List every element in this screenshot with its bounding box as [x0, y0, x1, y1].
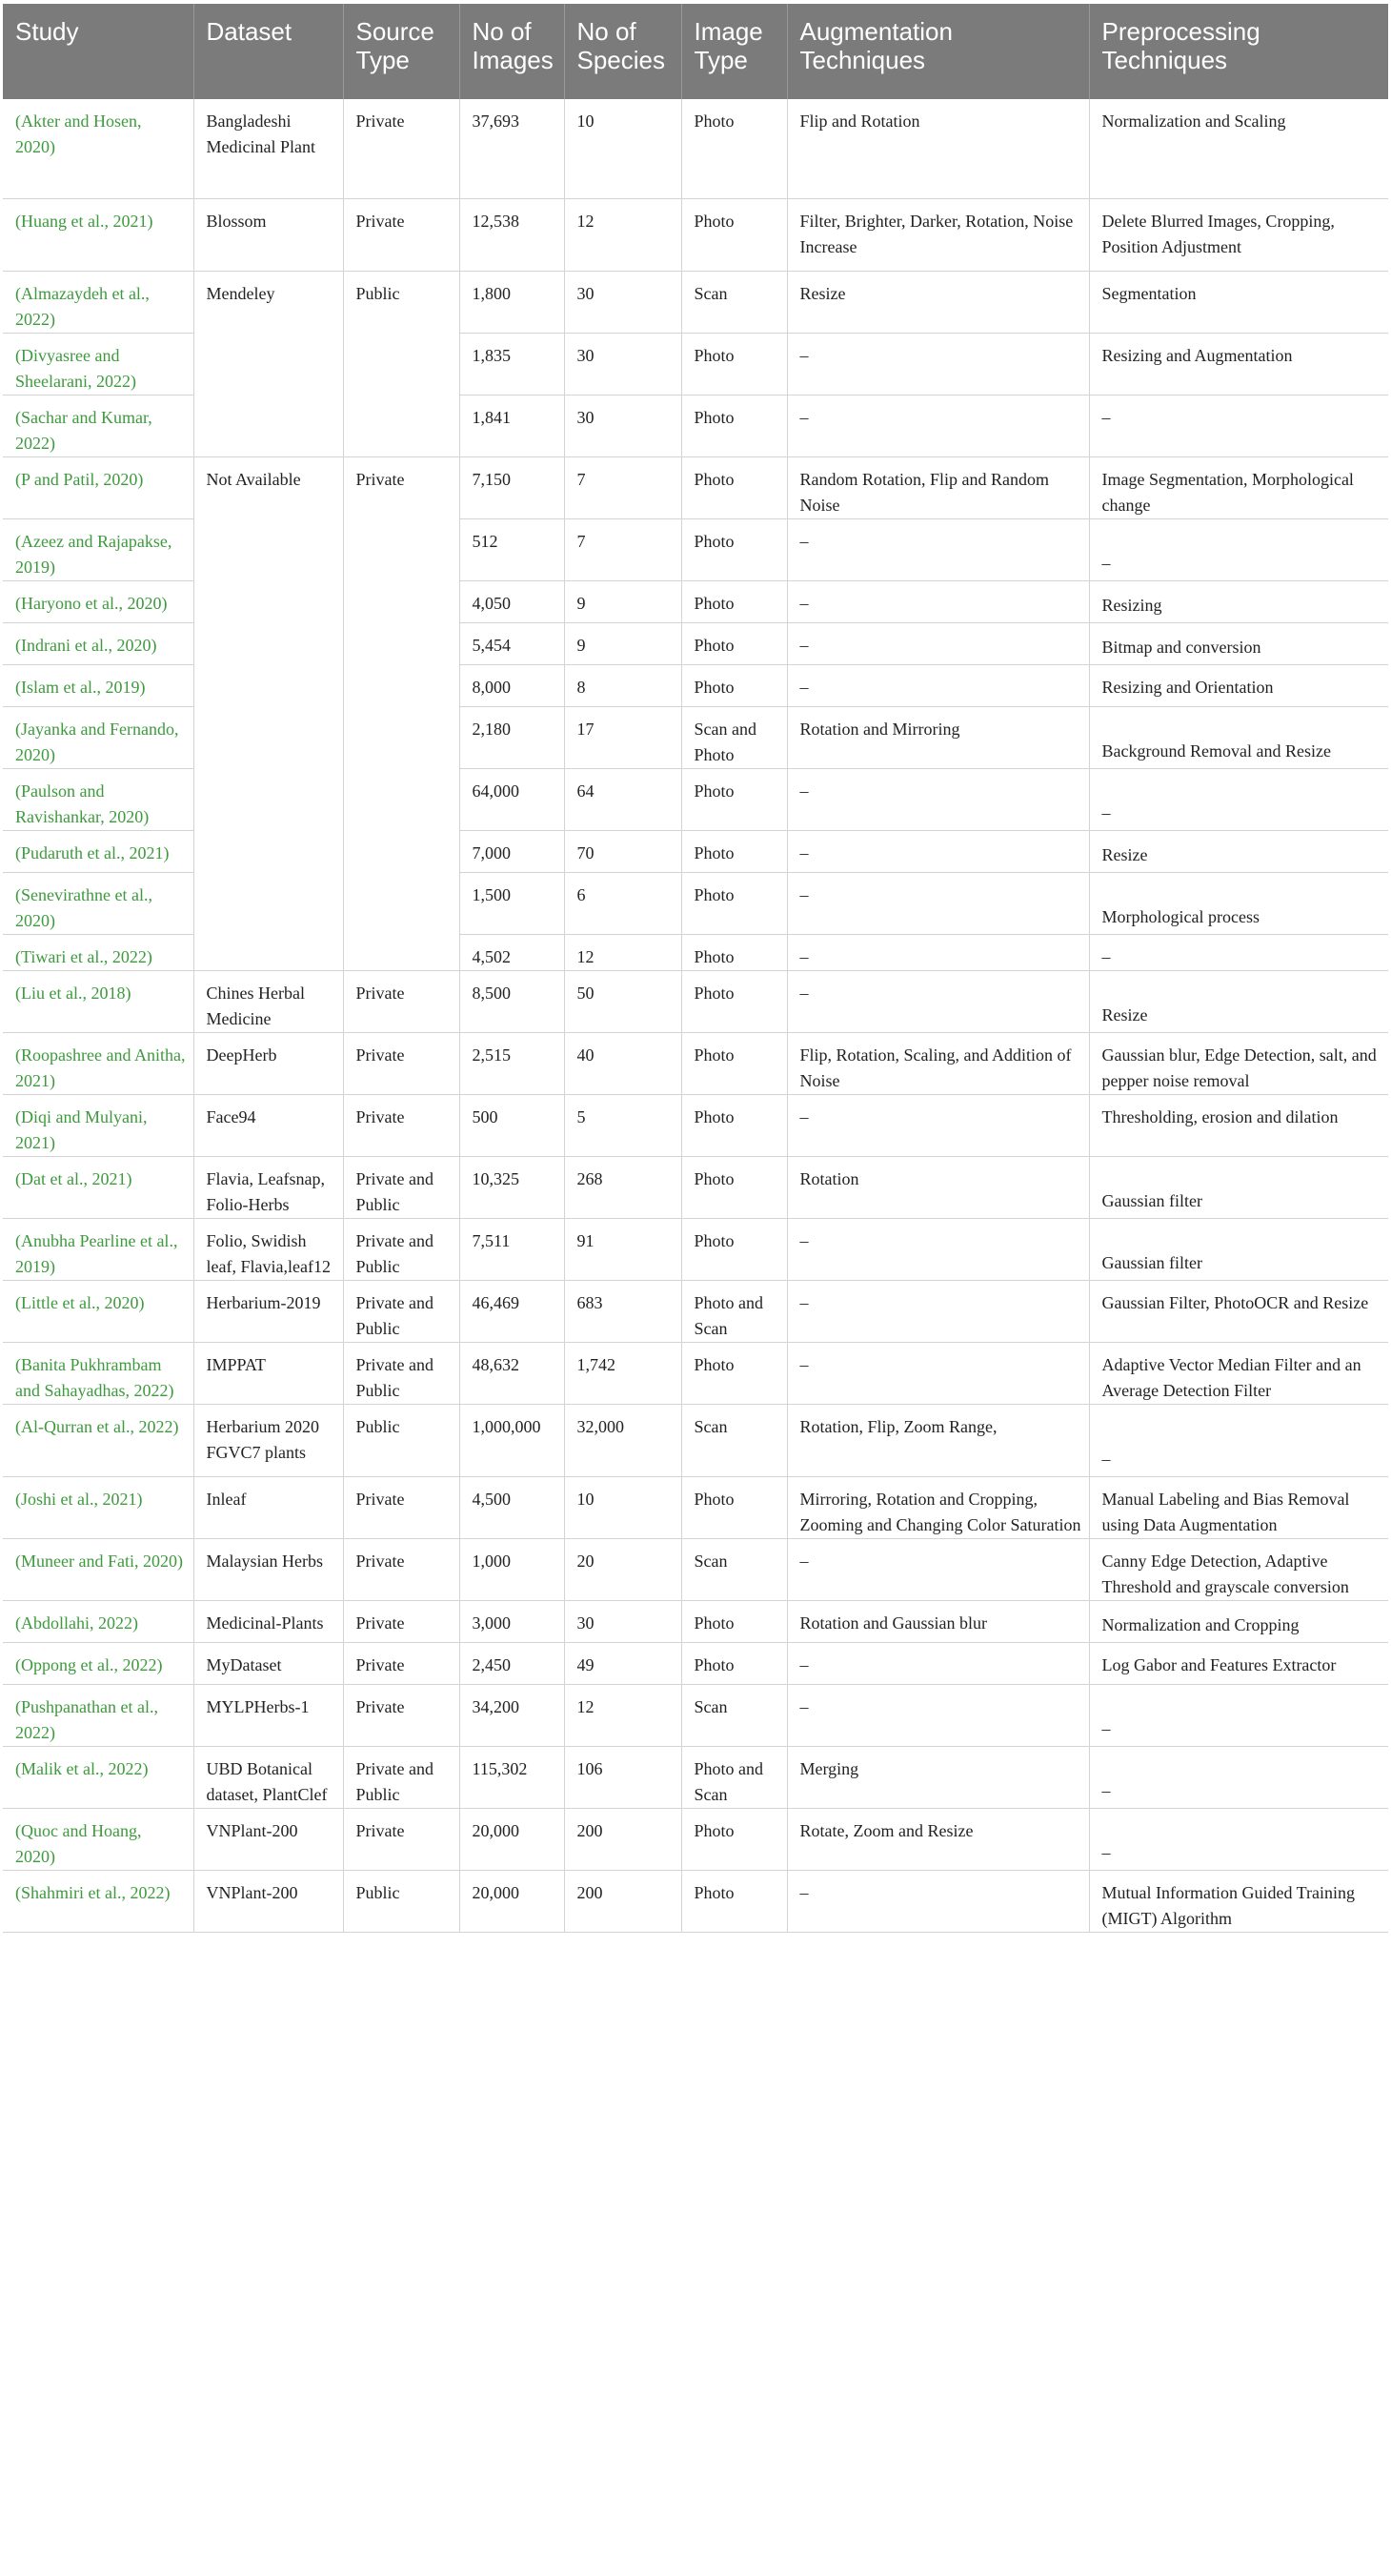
preprocessing-cell: Gaussian Filter, PhotoOCR and Resize	[1089, 1280, 1388, 1342]
images-cell: 48,632	[459, 1342, 564, 1404]
image-type-cell: Photo and Scan	[681, 1746, 787, 1808]
preprocessing-cell: Mutual Information Guided Training (MIGT) Algorithm	[1089, 1870, 1388, 1932]
preprocessing-cell: –	[1089, 395, 1388, 456]
table-row	[3, 970, 1388, 1032]
table-row	[3, 1684, 1388, 1746]
images-cell: 12,538	[459, 198, 564, 271]
augmentation-cell: –	[787, 1870, 1089, 1932]
source-type-cell: Public	[343, 1870, 459, 1932]
preprocessing-cell: Adaptive Vector Median Filter and an Average Detection Filter	[1089, 1342, 1388, 1404]
images-cell: 4,050	[459, 580, 564, 622]
images-cell: 34,200	[459, 1684, 564, 1746]
species-cell: 12	[564, 1684, 681, 1746]
image-type-cell: Photo	[681, 768, 787, 830]
table-row	[3, 1600, 1388, 1642]
preprocessing-cell: Morphological process	[1089, 872, 1388, 934]
preprocessing-cell: Log Gabor and Features Extractor	[1089, 1642, 1388, 1684]
images-cell: 10,325	[459, 1156, 564, 1218]
header-source-type: Source Type	[343, 4, 459, 99]
table-row	[3, 1156, 1388, 1218]
table-row	[3, 271, 1388, 333]
species-cell: 5	[564, 1094, 681, 1156]
table-row	[3, 1538, 1388, 1600]
preprocessing-cell: –	[1089, 1808, 1388, 1870]
images-cell: 7,150	[459, 456, 564, 518]
dataset-cell: Herbarium 2020 FGVC7 plants	[193, 1404, 343, 1476]
study-cell: (Senevirathne et al., 2020)	[3, 872, 193, 934]
image-type-cell: Photo	[681, 1870, 787, 1932]
image-type-cell: Photo	[681, 872, 787, 934]
image-type-cell: Photo	[681, 622, 787, 664]
species-cell: 9	[564, 622, 681, 664]
images-cell: 7,511	[459, 1218, 564, 1280]
table-row	[3, 1342, 1388, 1404]
image-type-cell: Photo	[681, 1642, 787, 1684]
species-cell: 12	[564, 198, 681, 271]
preprocessing-cell: Resizing and Augmentation	[1089, 333, 1388, 395]
augmentation-cell: –	[787, 768, 1089, 830]
study-cell: (Liu et al., 2018)	[3, 970, 193, 1032]
source-type-cell: Private	[343, 1642, 459, 1684]
species-cell: 268	[564, 1156, 681, 1218]
study-cell: (Akter and Hosen, 2020)	[3, 99, 193, 198]
images-cell: 37,693	[459, 99, 564, 198]
dataset-cell: MYLPHerbs-1	[193, 1684, 343, 1746]
augmentation-cell: –	[787, 1218, 1089, 1280]
dataset-cell: Medicinal-Plants	[193, 1600, 343, 1642]
dataset-cell: Face94	[193, 1094, 343, 1156]
augmentation-cell: –	[787, 622, 1089, 664]
augmentation-cell: –	[787, 664, 1089, 706]
preprocessing-cell: –	[1089, 1746, 1388, 1808]
preprocessing-cell: Gaussian filter	[1089, 1218, 1388, 1280]
preprocessing-cell: Image Segmentation, Morphological change	[1089, 456, 1388, 518]
augmentation-cell: –	[787, 580, 1089, 622]
source-type-cell: Private	[343, 1538, 459, 1600]
species-cell: 30	[564, 271, 681, 333]
preprocessing-cell: –	[1089, 768, 1388, 830]
augmentation-cell: Rotation	[787, 1156, 1089, 1218]
images-cell: 5,454	[459, 622, 564, 664]
augmentation-cell: –	[787, 395, 1089, 456]
images-cell: 1,841	[459, 395, 564, 456]
study-cell: (Shahmiri et al., 2022)	[3, 1870, 193, 1932]
study-cell: (Diqi and Mulyani, 2021)	[3, 1094, 193, 1156]
source-type-cell: Private	[343, 99, 459, 198]
table-row	[3, 99, 1388, 198]
study-cell: (Anubha Pearline et al., 2019)	[3, 1218, 193, 1280]
dataset-cell: Not Available	[193, 456, 343, 970]
study-cell: (Abdollahi, 2022)	[3, 1600, 193, 1642]
augmentation-cell: –	[787, 934, 1089, 970]
source-type-cell: Private	[343, 970, 459, 1032]
dataset-cell: UBD Botanical dataset, PlantClef	[193, 1746, 343, 1808]
augmentation-cell: –	[787, 830, 1089, 872]
preprocessing-cell: Gaussian blur, Edge Detection, salt, and pepper noise removal	[1089, 1032, 1388, 1094]
image-type-cell: Scan	[681, 271, 787, 333]
table-row	[3, 1642, 1388, 1684]
source-type-cell: Private	[343, 1476, 459, 1538]
image-type-cell: Scan	[681, 1404, 787, 1476]
study-cell: (Muneer and Fati, 2020)	[3, 1538, 193, 1600]
augmentation-cell: Rotation and Mirroring	[787, 706, 1089, 768]
study-cell: (Oppong et al., 2022)	[3, 1642, 193, 1684]
augmentation-cell: –	[787, 333, 1089, 395]
study-cell: (Malik et al., 2022)	[3, 1746, 193, 1808]
augmentation-cell: –	[787, 1280, 1089, 1342]
study-cell: (Divyasree and Sheelarani, 2022)	[3, 333, 193, 395]
dataset-cell: Blossom	[193, 198, 343, 271]
images-cell: 512	[459, 518, 564, 580]
image-type-cell: Photo	[681, 1218, 787, 1280]
table-row	[3, 1808, 1388, 1870]
species-cell: 50	[564, 970, 681, 1032]
image-type-cell: Photo	[681, 830, 787, 872]
images-cell: 46,469	[459, 1280, 564, 1342]
species-cell: 683	[564, 1280, 681, 1342]
study-cell: (Haryono et al., 2020)	[3, 580, 193, 622]
species-cell: 200	[564, 1870, 681, 1932]
preprocessing-cell: Normalization and Scaling	[1089, 99, 1388, 198]
study-cell: (Islam et al., 2019)	[3, 664, 193, 706]
study-cell: (Azeez and Rajapakse, 2019)	[3, 518, 193, 580]
study-cell: (Al-Qurran et al., 2022)	[3, 1404, 193, 1476]
preprocessing-cell: –	[1089, 1684, 1388, 1746]
preprocessing-cell: Delete Blurred Images, Cropping, Position Adjustment	[1089, 198, 1388, 271]
images-cell: 20,000	[459, 1870, 564, 1932]
table-row	[3, 198, 1388, 271]
images-cell: 4,502	[459, 934, 564, 970]
augmentation-cell: Resize	[787, 271, 1089, 333]
study-cell: (Pudaruth et al., 2021)	[3, 830, 193, 872]
species-cell: 12	[564, 934, 681, 970]
table-row	[3, 1746, 1388, 1808]
study-cell: (P and Patil, 2020)	[3, 456, 193, 518]
study-cell: (Sachar and Kumar, 2022)	[3, 395, 193, 456]
study-cell: (Quoc and Hoang, 2020)	[3, 1808, 193, 1870]
preprocessing-cell: Gaussian filter	[1089, 1156, 1388, 1218]
augmentation-cell: Rotation, Flip, Zoom Range,	[787, 1404, 1089, 1476]
study-cell: (Banita Pukhrambam and Sahayadhas, 2022)	[3, 1342, 193, 1404]
images-cell: 64,000	[459, 768, 564, 830]
dataset-cell: Inleaf	[193, 1476, 343, 1538]
study-cell: (Paulson and Ravishankar, 2020)	[3, 768, 193, 830]
study-cell: (Indrani et al., 2020)	[3, 622, 193, 664]
species-cell: 17	[564, 706, 681, 768]
image-type-cell: Photo	[681, 580, 787, 622]
table-row	[3, 1032, 1388, 1094]
header-dataset: Dataset	[193, 4, 343, 99]
images-cell: 2,450	[459, 1642, 564, 1684]
dataset-cell: DeepHerb	[193, 1032, 343, 1094]
dataset-cell: MyDataset	[193, 1642, 343, 1684]
image-type-cell: Photo	[681, 1342, 787, 1404]
source-type-cell: Public	[343, 271, 459, 456]
image-type-cell: Photo	[681, 456, 787, 518]
header-no-of-species: No of Species	[564, 4, 681, 99]
preprocessing-cell: Resizing and Orientation	[1089, 664, 1388, 706]
study-cell: (Pushpanathan et al., 2022)	[3, 1684, 193, 1746]
source-type-cell: Private and Public	[343, 1342, 459, 1404]
augmentation-cell: –	[787, 970, 1089, 1032]
header-no-of-images: No of Images	[459, 4, 564, 99]
species-cell: 32,000	[564, 1404, 681, 1476]
image-type-cell: Photo	[681, 1032, 787, 1094]
table-row	[3, 1476, 1388, 1538]
study-cell: (Roopashree and Anitha, 2021)	[3, 1032, 193, 1094]
preprocessing-cell: Thresholding, erosion and dilation	[1089, 1094, 1388, 1156]
header-augmentation: Augmentation Techniques	[787, 4, 1089, 99]
study-cell: (Joshi et al., 2021)	[3, 1476, 193, 1538]
species-cell: 200	[564, 1808, 681, 1870]
preprocessing-cell: Background Removal and Resize	[1089, 706, 1388, 768]
species-cell: 70	[564, 830, 681, 872]
image-type-cell: Scan	[681, 1538, 787, 1600]
species-cell: 7	[564, 518, 681, 580]
preprocessing-cell: –	[1089, 1404, 1388, 1476]
species-cell: 7	[564, 456, 681, 518]
image-type-cell: Photo	[681, 934, 787, 970]
augmentation-cell: Flip and Rotation	[787, 99, 1089, 198]
preprocessing-cell: –	[1089, 518, 1388, 580]
dataset-cell: Chines Herbal Medicine	[193, 970, 343, 1032]
source-type-cell: Private	[343, 456, 459, 970]
preprocessing-cell: Resize	[1089, 970, 1388, 1032]
header-row	[3, 4, 1388, 99]
table-row	[3, 1218, 1388, 1280]
source-type-cell: Private and Public	[343, 1746, 459, 1808]
source-type-cell: Private	[343, 1600, 459, 1642]
source-type-cell: Private and Public	[343, 1156, 459, 1218]
augmentation-cell: Rotate, Zoom and Resize	[787, 1808, 1089, 1870]
images-cell: 4,500	[459, 1476, 564, 1538]
dataset-cell: Bangladeshi Medicinal Plant	[193, 99, 343, 198]
images-cell: 3,000	[459, 1600, 564, 1642]
augmentation-cell: –	[787, 1684, 1089, 1746]
species-cell: 30	[564, 1600, 681, 1642]
images-cell: 1,835	[459, 333, 564, 395]
preprocessing-cell: –	[1089, 934, 1388, 970]
image-type-cell: Photo	[681, 1156, 787, 1218]
table-body	[3, 99, 1388, 1932]
image-type-cell: Photo	[681, 1476, 787, 1538]
image-type-cell: Photo	[681, 99, 787, 198]
image-type-cell: Photo	[681, 664, 787, 706]
augmentation-cell: Random Rotation, Flip and Random Noise	[787, 456, 1089, 518]
augmentation-cell: –	[787, 1342, 1089, 1404]
table-row	[3, 1094, 1388, 1156]
species-cell: 30	[564, 395, 681, 456]
study-cell: (Tiwari et al., 2022)	[3, 934, 193, 970]
species-cell: 6	[564, 872, 681, 934]
preprocessing-cell: Manual Labeling and Bias Removal using Data Augmentation	[1089, 1476, 1388, 1538]
dataset-cell: VNPlant-200	[193, 1808, 343, 1870]
source-type-cell: Private and Public	[343, 1218, 459, 1280]
augmentation-cell: Mirroring, Rotation and Cropping, Zooming and Changing Color Saturation	[787, 1476, 1089, 1538]
image-type-cell: Photo	[681, 198, 787, 271]
species-cell: 106	[564, 1746, 681, 1808]
images-cell: 1,800	[459, 271, 564, 333]
image-type-cell: Photo and Scan	[681, 1280, 787, 1342]
source-type-cell: Private and Public	[343, 1280, 459, 1342]
images-cell: 8,000	[459, 664, 564, 706]
dataset-cell: Mendeley	[193, 271, 343, 456]
species-cell: 8	[564, 664, 681, 706]
dataset-cell: Malaysian Herbs	[193, 1538, 343, 1600]
source-type-cell: Private	[343, 1684, 459, 1746]
header-image-type: Image Type	[681, 4, 787, 99]
species-cell: 30	[564, 333, 681, 395]
image-type-cell: Photo	[681, 333, 787, 395]
source-type-cell: Private	[343, 1094, 459, 1156]
species-cell: 64	[564, 768, 681, 830]
image-type-cell: Photo	[681, 1600, 787, 1642]
augmentation-cell: Filter, Brighter, Darker, Rotation, Noise Increase	[787, 198, 1089, 271]
images-cell: 7,000	[459, 830, 564, 872]
images-cell: 2,180	[459, 706, 564, 768]
study-cell: (Dat et al., 2021)	[3, 1156, 193, 1218]
preprocessing-cell: Resizing	[1089, 580, 1388, 622]
study-cell: (Almazaydeh et al., 2022)	[3, 271, 193, 333]
images-cell: 2,515	[459, 1032, 564, 1094]
augmentation-cell: –	[787, 872, 1089, 934]
augmentation-cell: Rotation and Gaussian blur	[787, 1600, 1089, 1642]
augmentation-cell: –	[787, 518, 1089, 580]
study-cell: (Jayanka and Fernando, 2020)	[3, 706, 193, 768]
image-type-cell: Photo	[681, 518, 787, 580]
augmentation-cell: –	[787, 1094, 1089, 1156]
preprocessing-cell: Segmentation	[1089, 271, 1388, 333]
species-cell: 91	[564, 1218, 681, 1280]
source-type-cell: Public	[343, 1404, 459, 1476]
dataset-cell: IMPPAT	[193, 1342, 343, 1404]
source-type-cell: Private	[343, 1808, 459, 1870]
image-type-cell: Photo	[681, 1808, 787, 1870]
table-row	[3, 456, 1388, 518]
dataset-cell: Herbarium-2019	[193, 1280, 343, 1342]
image-type-cell: Scan and Photo	[681, 706, 787, 768]
augmentation-cell: Flip, Rotation, Scaling, and Addition of Noise	[787, 1032, 1089, 1094]
studies-table	[3, 4, 1388, 1933]
species-cell: 10	[564, 1476, 681, 1538]
source-type-cell: Private	[343, 198, 459, 271]
images-cell: 1,000	[459, 1538, 564, 1600]
source-type-cell: Private	[343, 1032, 459, 1094]
dataset-cell: Flavia, Leafsnap, Folio-Herbs	[193, 1156, 343, 1218]
species-cell: 9	[564, 580, 681, 622]
images-cell: 1,500	[459, 872, 564, 934]
preprocessing-cell: Bitmap and conversion	[1089, 622, 1388, 664]
image-type-cell: Photo	[681, 395, 787, 456]
species-cell: 49	[564, 1642, 681, 1684]
images-cell: 8,500	[459, 970, 564, 1032]
images-cell: 20,000	[459, 1808, 564, 1870]
species-cell: 20	[564, 1538, 681, 1600]
preprocessing-cell: Resize	[1089, 830, 1388, 872]
augmentation-cell: –	[787, 1538, 1089, 1600]
image-type-cell: Scan	[681, 1684, 787, 1746]
image-type-cell: Photo	[681, 970, 787, 1032]
dataset-cell: VNPlant-200	[193, 1870, 343, 1932]
images-cell: 1,000,000	[459, 1404, 564, 1476]
dataset-cell: Folio, Swidish leaf, Flavia,leaf12	[193, 1218, 343, 1280]
table-row	[3, 1404, 1388, 1476]
table-row	[3, 1870, 1388, 1932]
image-type-cell: Photo	[681, 1094, 787, 1156]
header-study: Study	[3, 4, 193, 99]
augmentation-cell: –	[787, 1642, 1089, 1684]
study-cell: (Little et al., 2020)	[3, 1280, 193, 1342]
species-cell: 10	[564, 99, 681, 198]
study-cell: (Huang et al., 2021)	[3, 198, 193, 271]
species-cell: 40	[564, 1032, 681, 1094]
preprocessing-cell: Canny Edge Detection, Adaptive Threshold and grayscale conversion	[1089, 1538, 1388, 1600]
augmentation-cell: Merging	[787, 1746, 1089, 1808]
table-row	[3, 1280, 1388, 1342]
images-cell: 115,302	[459, 1746, 564, 1808]
images-cell: 500	[459, 1094, 564, 1156]
preprocessing-cell: Normalization and Cropping	[1089, 1600, 1388, 1642]
header-preprocessing: Preprocessing Techniques	[1089, 4, 1388, 99]
species-cell: 1,742	[564, 1342, 681, 1404]
